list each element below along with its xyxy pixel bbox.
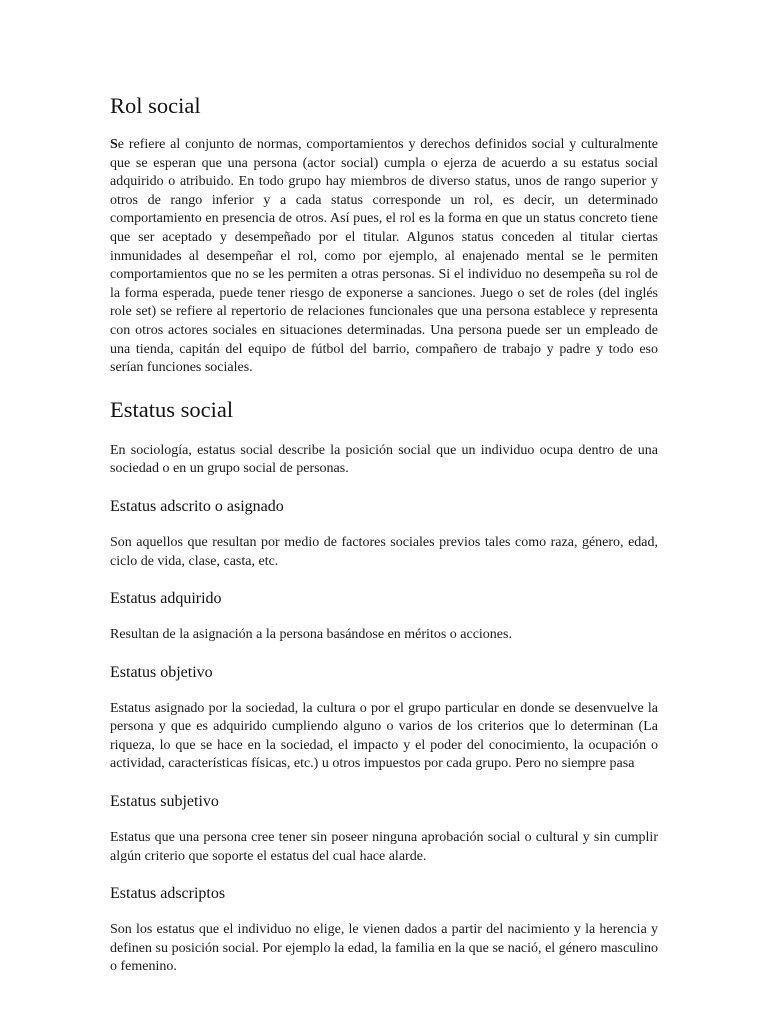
paragraph-estatus-objetivo: Estatus asignado por la sociedad, la cultura o por el grupo particular en donde se desenvuelve la persona y que es adquirido cumpliendo alguno o varios de los criterios que lo determinan (La riqueza, lo que se hace en la sociedad, el impacto y el poder del conocimiento, la ocupación o actividad, características físicas, etc.) u otros impuestos por cada grupo. Pero no siempre pasa — [110, 700, 658, 772]
paragraph-estatus-adscriptos: Son los estatus que el individuo no elige, le vienen dados a partir del nacimiento y la herencia y definen su posición social. Por ejemplo la edad, la familia en la que se nació, el género masculino o femenino. — [110, 922, 658, 975]
heading-estatus-adscriptos: Estatus adscriptos — [110, 885, 226, 903]
dropcap-letter: S — [110, 137, 118, 152]
paragraph-rol-social-text: e refiere al conjunto de normas, comportamientos y derechos definidos social y culturalmente que se esperan que una persona (actor social) cumpla o ejerza de acuerdo a su estatus social adquirido o atribuido. En todo grupo hay miembros de diverso status, unos de rango superior y otros de rango inferior y a cada status corresponde un rol, es decir, un determinado comportamiento en presencia de otros. Así pues, el rol es la forma en que un status concreto tiene que ser aceptado y desempeñado por el titular. Algunos status conceden al titular ciertas inmunidades al desempeñar el rol, como por ejemplo, al enajenado mental se le permiten comportamientos que no se les permiten a otras personas. Si el individuo no desempeña su rol de la forma esperada, puede tener riesgo de exponerse a sanciones. Juego o set de roles (del inglés role set) se refiere al repertorio de relaciones funcionales que una persona establece y representa con otros actores sociales en situaciones determinadas. Una persona puede ser un empleado de una tienda, capitán del equipo de fútbol del barrio, compañero de trabajo y padre y todo eso serían funciones sociales. — [110, 137, 658, 376]
heading-estatus-subjetivo: Estatus subjetivo — [110, 793, 219, 811]
paragraph-estatus-adquirido: Resultan de la asignación a la persona basándose en méritos o acciones. — [110, 627, 512, 643]
paragraph-estatus-social: En sociología, estatus social describe la posición social que un individuo ocupa dentro de una sociedad o en un grupo social de personas. — [110, 442, 658, 477]
paragraph-estatus-subjetivo: Estatus que una persona cree tener sin poseer ninguna aprobación social o cultural y sin cumplir algún criterio que soporte el estatus del cual hace alarde. — [110, 830, 658, 864]
heading-estatus-adquirido: Estatus adquirido — [110, 590, 222, 608]
paragraph-estatus-adscrito: Son aquellos que resultan por medio de factores sociales previos tales como raza, género, edad, ciclo de vida, clase, casta, etc. — [110, 534, 658, 569]
document-page — [110, 88, 658, 977]
heading-estatus-objetivo: Estatus objetivo — [110, 663, 213, 681]
section-title-estatus-social: Estatus social — [110, 396, 234, 422]
paragraph-rol-social — [110, 136, 658, 378]
heading-estatus-adscrito: Estatus adscrito o asignado — [110, 497, 284, 515]
section-title-rol-social: Rol social — [110, 93, 201, 118]
